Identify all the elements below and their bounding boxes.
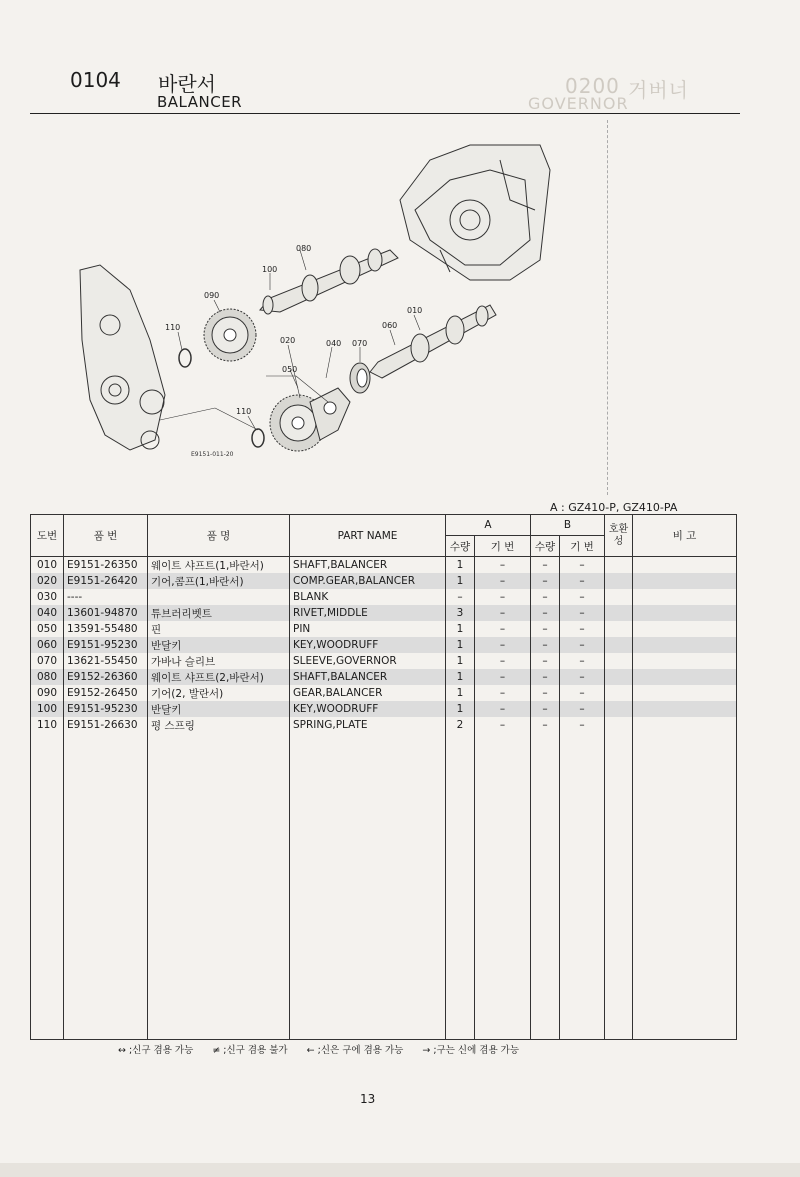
callout-110-lower: 110 bbox=[236, 407, 252, 416]
b-qty-cell: – bbox=[531, 717, 560, 733]
name-ko-cell: 평 스프링 bbox=[148, 717, 290, 733]
name-ko-cell: 반달키 bbox=[148, 701, 290, 717]
name-ko-cell: 웨이트 샤프트(1,바란서) bbox=[148, 557, 290, 574]
interchange-cell bbox=[605, 669, 633, 685]
col-a-qty: 수량 bbox=[446, 536, 475, 557]
header-rule bbox=[30, 113, 740, 114]
a-model-no-cell: – bbox=[475, 573, 531, 589]
comp-gear-020 bbox=[270, 388, 350, 451]
blank-cell bbox=[31, 733, 64, 1040]
table-row bbox=[31, 621, 737, 637]
b-qty-cell: – bbox=[531, 701, 560, 717]
remarks-cell bbox=[633, 637, 737, 653]
a-qty-cell: 1 bbox=[446, 621, 475, 637]
a-qty-cell: 1 bbox=[446, 685, 475, 701]
name-ko-cell bbox=[148, 589, 290, 605]
a-model-no-cell: – bbox=[475, 589, 531, 605]
a-qty-cell: 1 bbox=[446, 557, 475, 574]
part-no-cell: E9151-26630 bbox=[64, 717, 148, 733]
blank-cell bbox=[148, 733, 290, 1040]
remarks-cell bbox=[633, 605, 737, 621]
b-model-no-cell: – bbox=[560, 685, 605, 701]
table-row bbox=[31, 589, 737, 605]
col-name-ko: 품 명 bbox=[148, 515, 290, 557]
name-ko-cell: 기어(2, 발란서) bbox=[148, 685, 290, 701]
name-ko-cell: 기어,콤프(1,바란서) bbox=[148, 573, 290, 589]
part-no-cell: E9152-26450 bbox=[64, 685, 148, 701]
blank-cell bbox=[560, 733, 605, 1040]
b-qty-cell: – bbox=[531, 605, 560, 621]
b-model-no-cell: – bbox=[560, 557, 605, 574]
remarks-cell bbox=[633, 717, 737, 733]
spring-plate-upper bbox=[179, 349, 191, 367]
section-title-ko: 바란서 bbox=[158, 72, 216, 96]
a-qty-cell: 3 bbox=[446, 605, 475, 621]
part-name-cell: RIVET,MIDDLE bbox=[290, 605, 446, 621]
b-model-no-cell: – bbox=[560, 637, 605, 653]
callout-050: 050 bbox=[282, 365, 298, 374]
part-name-cell: SLEEVE,GOVERNOR bbox=[290, 653, 446, 669]
col-remarks: 비 고 bbox=[633, 515, 737, 557]
col-group-b: B bbox=[531, 515, 605, 536]
a-qty-cell: 1 bbox=[446, 669, 475, 685]
part-no-cell: E9151-95230 bbox=[64, 701, 148, 717]
ghost-section-title: 거버너 bbox=[628, 78, 689, 102]
callout-100: 100 bbox=[262, 265, 278, 274]
blank-cell bbox=[605, 733, 633, 1040]
b-model-no-cell: – bbox=[560, 573, 605, 589]
part-no-cell: 13601-94870 bbox=[64, 605, 148, 621]
part-no-cell: E9151-26420 bbox=[64, 573, 148, 589]
b-qty-cell: – bbox=[531, 573, 560, 589]
spring-plate-lower bbox=[252, 429, 264, 447]
section-title-en: BALANCER bbox=[157, 93, 243, 111]
a-model-no-cell: – bbox=[475, 605, 531, 621]
balancer-gear-090 bbox=[204, 309, 256, 361]
ref-cell: 020 bbox=[31, 573, 64, 589]
balancer-shaft-lower bbox=[370, 305, 496, 378]
col-ref: 도번 bbox=[31, 515, 64, 557]
part-name-cell: PIN bbox=[290, 621, 446, 637]
a-model-no-cell: – bbox=[475, 701, 531, 717]
col-interchange: 호환성 bbox=[605, 515, 633, 557]
part-no-cell: 13621-55450 bbox=[64, 653, 148, 669]
callout-060: 060 bbox=[382, 321, 398, 330]
table-blank-area bbox=[31, 733, 737, 1040]
parts-table bbox=[30, 514, 737, 1040]
section-number: 0104 bbox=[70, 68, 121, 92]
a-model-no-cell: – bbox=[475, 557, 531, 574]
part-name-cell: KEY,WOODRUFF bbox=[290, 701, 446, 717]
table-row bbox=[31, 717, 737, 733]
b-qty-cell: – bbox=[531, 669, 560, 685]
a-model-no-cell: – bbox=[475, 637, 531, 653]
legend-old-for-new: → ;구는 신에 겸용 가능 bbox=[422, 1045, 519, 1056]
a-model-no-cell: – bbox=[475, 685, 531, 701]
interchange-cell bbox=[605, 717, 633, 733]
b-model-no-cell: – bbox=[560, 621, 605, 637]
b-model-no-cell: – bbox=[560, 653, 605, 669]
blank-cell bbox=[290, 733, 446, 1040]
remarks-cell bbox=[633, 685, 737, 701]
ref-cell: 030 bbox=[31, 589, 64, 605]
col-a-model-no: 기 번 bbox=[475, 536, 531, 557]
interchange-cell bbox=[605, 557, 633, 574]
b-qty-cell: – bbox=[531, 685, 560, 701]
table-row bbox=[31, 637, 737, 653]
name-ko-cell: 핀 bbox=[148, 621, 290, 637]
ref-cell: 080 bbox=[31, 669, 64, 685]
col-part-no: 품 번 bbox=[64, 515, 148, 557]
a-qty-cell: 1 bbox=[446, 653, 475, 669]
part-name-cell: BLANK bbox=[290, 589, 446, 605]
col-part-name: PART NAME bbox=[290, 515, 446, 557]
a-qty-cell: 1 bbox=[446, 637, 475, 653]
interchange-cell bbox=[605, 621, 633, 637]
governor-sleeve-070 bbox=[350, 363, 370, 393]
blank-cell bbox=[446, 733, 475, 1040]
interchange-legend bbox=[118, 1042, 535, 1056]
ref-cell: 110 bbox=[31, 717, 64, 733]
front-cover-illustration bbox=[80, 265, 165, 450]
part-no-cell: ---- bbox=[64, 589, 148, 605]
ghost-section-number: 0200 bbox=[565, 74, 620, 98]
figure-code: E9151-011-20 bbox=[191, 451, 234, 458]
col-group-a: A bbox=[446, 515, 531, 536]
a-model-no-cell: – bbox=[475, 621, 531, 637]
ref-cell: 040 bbox=[31, 605, 64, 621]
table-row bbox=[31, 605, 737, 621]
blank-cell bbox=[633, 733, 737, 1040]
b-model-no-cell: – bbox=[560, 605, 605, 621]
part-name-cell: GEAR,BALANCER bbox=[290, 685, 446, 701]
a-qty-cell: 2 bbox=[446, 717, 475, 733]
part-name-cell: SHAFT,BALANCER bbox=[290, 557, 446, 574]
name-ko-cell: 반달키 bbox=[148, 637, 290, 653]
b-qty-cell: – bbox=[531, 653, 560, 669]
b-qty-cell: – bbox=[531, 557, 560, 574]
table-row bbox=[31, 573, 737, 589]
b-model-no-cell: – bbox=[560, 717, 605, 733]
table-row bbox=[31, 685, 737, 701]
balancer-shaft-upper bbox=[260, 249, 398, 314]
interchange-cell bbox=[605, 653, 633, 669]
blank-cell bbox=[64, 733, 148, 1040]
legend-none: ≠ ;신구 겸용 불가 bbox=[212, 1045, 288, 1056]
interchange-cell bbox=[605, 637, 633, 653]
b-qty-cell: – bbox=[531, 621, 560, 637]
interchange-cell bbox=[605, 605, 633, 621]
a-model-no-cell: – bbox=[475, 717, 531, 733]
table-row bbox=[31, 669, 737, 685]
remarks-cell bbox=[633, 653, 737, 669]
table-row bbox=[31, 701, 737, 717]
applicability-note: A : GZ410-P, GZ410-PA bbox=[550, 501, 678, 514]
page-bottom-edge bbox=[0, 1163, 800, 1177]
interchange-cell bbox=[605, 701, 633, 717]
part-name-cell: KEY,WOODRUFF bbox=[290, 637, 446, 653]
callout-010: 010 bbox=[407, 306, 423, 315]
table-row bbox=[31, 653, 737, 669]
legend-both: ↔ ;신구 겸용 가능 bbox=[118, 1045, 194, 1056]
remarks-cell bbox=[633, 701, 737, 717]
ref-cell: 100 bbox=[31, 701, 64, 717]
interchange-cell bbox=[605, 685, 633, 701]
interchange-cell bbox=[605, 589, 633, 605]
callout-020: 020 bbox=[280, 336, 296, 345]
blank-cell bbox=[475, 733, 531, 1040]
table-row bbox=[31, 557, 737, 574]
remarks-cell bbox=[633, 621, 737, 637]
col-b-qty: 수량 bbox=[531, 536, 560, 557]
callout-110-upper: 110 bbox=[165, 323, 181, 332]
part-no-cell: E9151-95230 bbox=[64, 637, 148, 653]
ref-cell: 060 bbox=[31, 637, 64, 653]
callout-070: 070 bbox=[352, 339, 368, 348]
part-no-cell: 13591-55480 bbox=[64, 621, 148, 637]
remarks-cell bbox=[633, 589, 737, 605]
b-qty-cell: – bbox=[531, 637, 560, 653]
callout-090: 090 bbox=[204, 291, 220, 300]
a-model-no-cell: – bbox=[475, 653, 531, 669]
part-name-cell: SHAFT,BALANCER bbox=[290, 669, 446, 685]
interchange-cell bbox=[605, 573, 633, 589]
b-model-no-cell: – bbox=[560, 589, 605, 605]
remarks-cell bbox=[633, 557, 737, 574]
page-number: 13 bbox=[360, 1092, 376, 1106]
legend-new-for-old: ← ;신은 구에 겸용 가능 bbox=[306, 1045, 404, 1056]
a-model-no-cell: – bbox=[475, 669, 531, 685]
part-name-cell: COMP.GEAR,BALANCER bbox=[290, 573, 446, 589]
ref-cell: 010 bbox=[31, 557, 64, 574]
a-qty-cell: – bbox=[446, 589, 475, 605]
a-qty-cell: 1 bbox=[446, 701, 475, 717]
name-ko-cell: 웨이트 샤프트(2,바란서) bbox=[148, 669, 290, 685]
exploded-diagram bbox=[70, 140, 610, 480]
col-b-model-no: 기 번 bbox=[560, 536, 605, 557]
callout-040: 040 bbox=[326, 339, 342, 348]
ghost-section-title-en: GOVERNOR bbox=[528, 94, 629, 113]
blank-cell bbox=[531, 733, 560, 1040]
b-qty-cell: – bbox=[531, 589, 560, 605]
part-name-cell: SPRING,PLATE bbox=[290, 717, 446, 733]
engine-block-illustration bbox=[400, 145, 550, 280]
name-ko-cell: 튜브러리벳트 bbox=[148, 605, 290, 621]
part-no-cell: E9151-26350 bbox=[64, 557, 148, 574]
b-model-no-cell: – bbox=[560, 701, 605, 717]
remarks-cell bbox=[633, 669, 737, 685]
ref-cell: 090 bbox=[31, 685, 64, 701]
name-ko-cell: 가바나 슬리브 bbox=[148, 653, 290, 669]
a-qty-cell: 1 bbox=[446, 573, 475, 589]
b-model-no-cell: – bbox=[560, 669, 605, 685]
part-no-cell: E9152-26360 bbox=[64, 669, 148, 685]
ref-cell: 050 bbox=[31, 621, 64, 637]
remarks-cell bbox=[633, 573, 737, 589]
ref-cell: 070 bbox=[31, 653, 64, 669]
callout-080: 080 bbox=[296, 244, 312, 253]
parts-table-body bbox=[31, 557, 737, 1040]
